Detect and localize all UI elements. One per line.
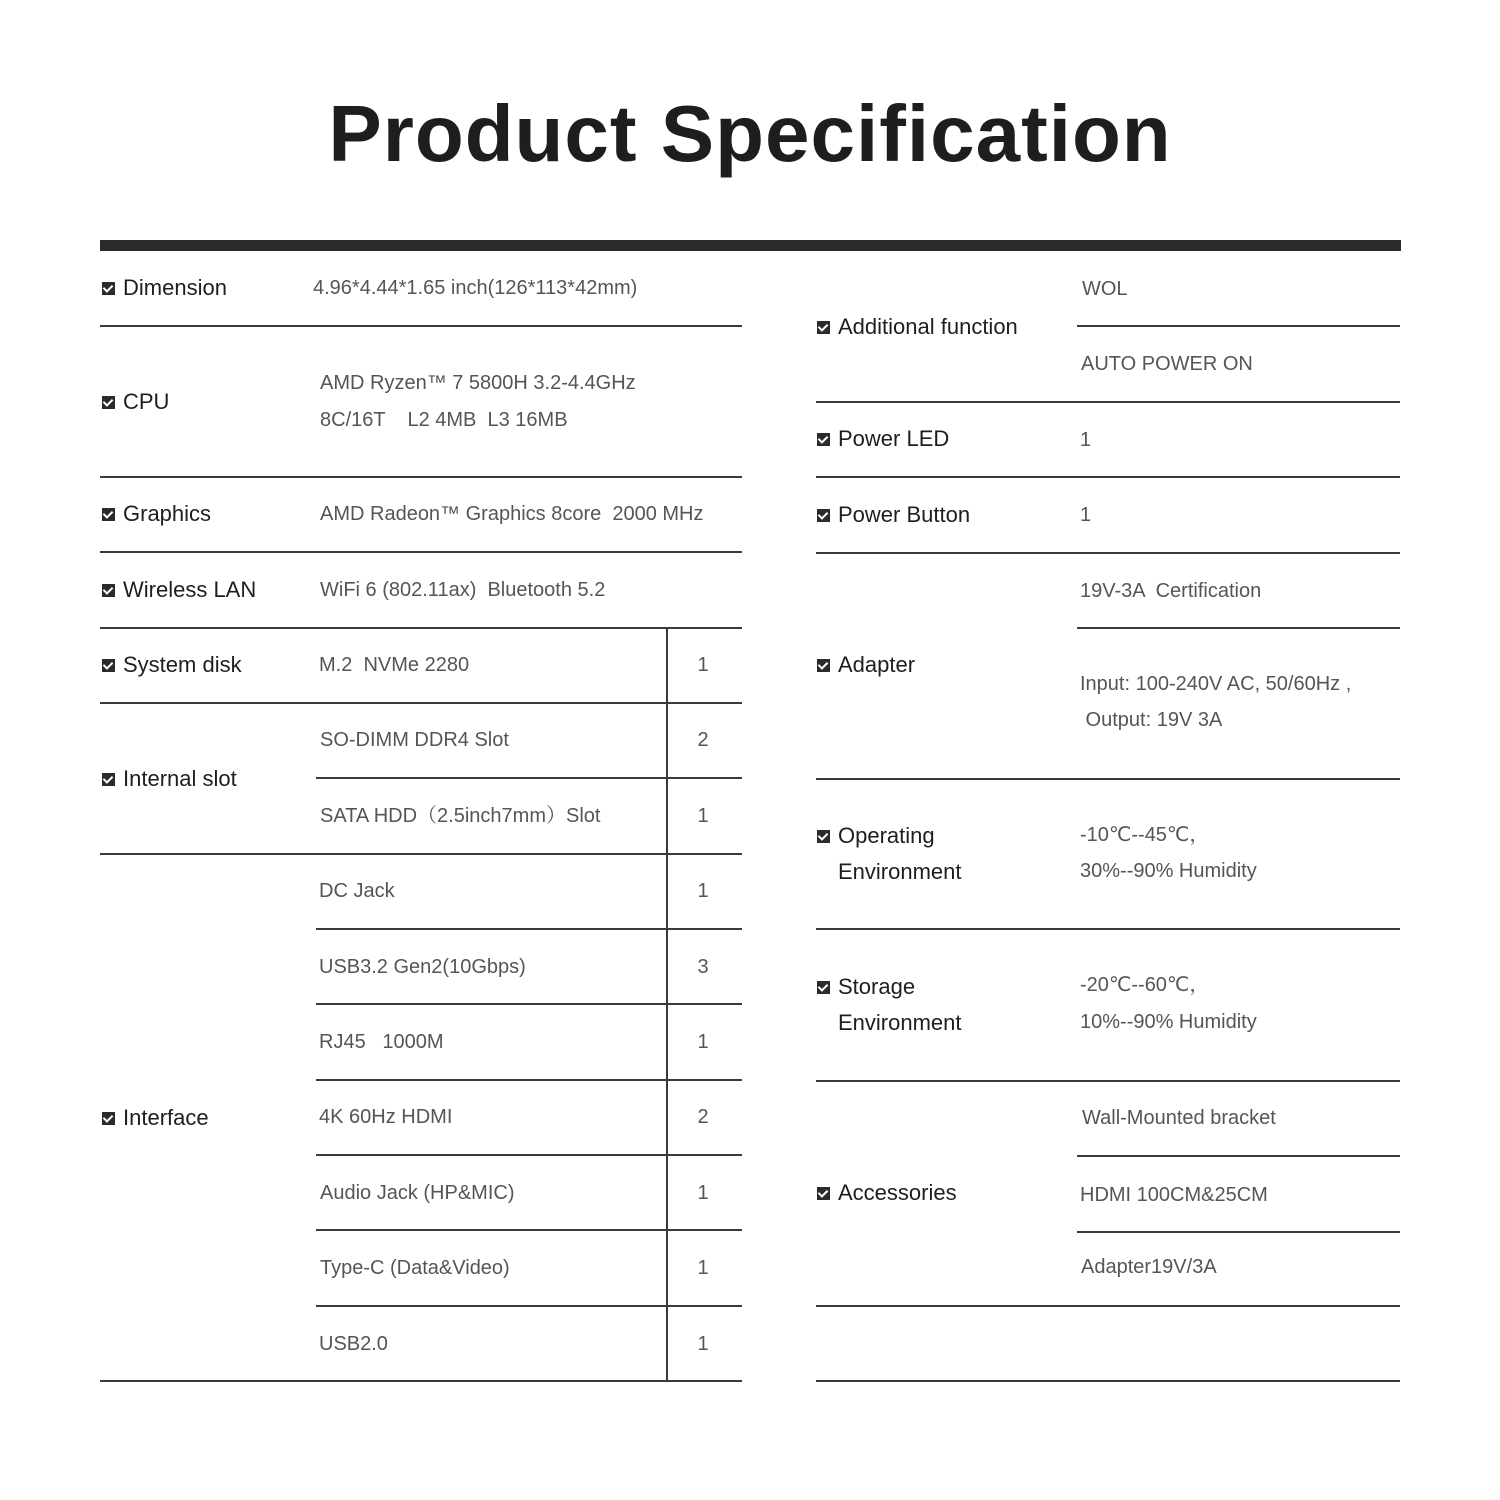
row-divider: [316, 1154, 742, 1156]
label-line: Storage: [838, 974, 916, 999]
row-divider: [1077, 1231, 1400, 1233]
label-dimension: Dimension: [102, 270, 227, 306]
label-power-led: Power LED: [817, 421, 949, 457]
row-divider: [100, 1380, 742, 1382]
checkbox-icon: [102, 773, 115, 786]
label-adapter: Adapter: [817, 647, 915, 683]
row-divider: [816, 778, 1400, 780]
value-interface-row: RJ45 1000M: [319, 1031, 444, 1053]
qty-interface-row: 1: [697, 880, 709, 902]
label-system-disk: System disk: [102, 647, 242, 683]
checkbox-icon: [817, 981, 830, 994]
checkbox-icon: [102, 1112, 115, 1125]
value-additional-function: AUTO POWER ON: [1081, 353, 1253, 375]
value-system-disk: M.2 NVMe 2280: [319, 654, 470, 676]
label-additional-function: Additional function: [817, 309, 1018, 345]
row-divider: [316, 1229, 742, 1231]
value-cpu-line2: 8C/16T L2 4MB L3 16MB: [320, 409, 568, 431]
row-divider: [100, 476, 742, 478]
value-interface-row: Audio Jack (HP&MIC): [320, 1182, 515, 1204]
checkbox-icon: [102, 396, 115, 409]
page-title: Product Specification: [328, 89, 1172, 178]
row-divider: [816, 1080, 1400, 1082]
row-divider: [816, 476, 1400, 478]
checkbox-icon: [817, 659, 830, 672]
checkbox-icon: [102, 508, 115, 521]
value-interface-row: 4K 60Hz HDMI: [319, 1106, 453, 1128]
label-line: Operating: [838, 823, 935, 848]
label-internal-slot: Internal slot: [102, 761, 237, 797]
row-divider: [1077, 627, 1400, 629]
row-divider: [100, 627, 742, 629]
value-accessory: Wall-Mounted bracket: [1082, 1107, 1276, 1129]
value-internal-slot-row: SO-DIMM DDR4 Slot: [320, 729, 509, 751]
qty-interface-row: 1: [697, 1031, 709, 1053]
checkbox-icon: [817, 433, 830, 446]
value-adapter-input: Input: 100-240V AC, 50/60Hz ,: [1080, 673, 1352, 695]
value-operating-humidity: 30%--90% Humidity: [1080, 860, 1257, 882]
label-line: Environment: [838, 1010, 962, 1035]
value-interface-row: USB3.2 Gen2(10Gbps): [319, 956, 526, 978]
value-interface-row: DC Jack: [319, 880, 395, 902]
value-accessory: Adapter19V/3A: [1081, 1256, 1217, 1278]
label-power-button: Power Button: [817, 497, 970, 533]
value-operating-temperature: -10℃--45℃，: [1080, 824, 1210, 846]
label-line: Environment: [838, 859, 962, 884]
row-divider: [816, 552, 1400, 554]
row-divider: [316, 1003, 742, 1005]
checkbox-icon: [817, 1187, 830, 1200]
row-divider: [316, 777, 742, 779]
qty-interface-row: 1: [697, 1257, 709, 1279]
value-power-button: 1: [1080, 504, 1092, 526]
label-operating-environment: [817, 818, 962, 890]
value-interface-row: USB2.0: [319, 1333, 388, 1355]
row-divider: [816, 1305, 1400, 1307]
qty-interface-row: 3: [697, 956, 709, 978]
row-divider: [816, 401, 1400, 403]
row-divider: [1077, 1155, 1400, 1157]
row-divider: [1077, 325, 1400, 327]
value-dimension: 4.96*4.44*1.65 inch(126*113*42mm): [313, 277, 638, 299]
qty-internal-slot-row: 2: [697, 729, 709, 751]
value-accessory: HDMI 100CM&25CM: [1080, 1184, 1268, 1206]
top-divider-bar: [100, 240, 1401, 251]
row-divider: [316, 1305, 742, 1307]
row-divider: [816, 928, 1400, 930]
qty-interface-row: 1: [697, 1333, 709, 1355]
value-storage-temperature: -20℃--60℃，: [1080, 974, 1210, 996]
value-adapter-certification: 19V-3A Certification: [1080, 580, 1262, 602]
row-divider: [100, 853, 742, 855]
checkbox-icon: [817, 321, 830, 334]
value-interface-row: Type-C (Data&Video): [320, 1257, 510, 1279]
qty-interface-row: 2: [697, 1106, 709, 1128]
checkbox-icon: [102, 584, 115, 597]
row-divider: [100, 551, 742, 553]
label-graphics: Graphics: [102, 496, 211, 532]
value-wireless-lan: WiFi 6 (802.11ax) Bluetooth 5.2: [320, 579, 606, 601]
qty-internal-slot-row: 1: [697, 805, 709, 827]
label-accessories: Accessories: [817, 1175, 957, 1211]
value-storage-humidity: 10%--90% Humidity: [1080, 1011, 1257, 1033]
checkbox-icon: [817, 509, 830, 522]
value-internal-slot-row: SATA HDD（2.5inch7mm）Slot: [320, 805, 601, 827]
qty-system-disk: 1: [697, 654, 709, 676]
value-graphics: AMD Radeon™ Graphics 8core 2000 MHz: [320, 503, 704, 525]
checkbox-icon: [817, 830, 830, 843]
value-adapter-output: Output: 19V 3A: [1080, 709, 1223, 731]
label-interface: Interface: [102, 1100, 209, 1136]
qty-interface-row: 1: [697, 1182, 709, 1204]
checkbox-icon: [102, 282, 115, 295]
value-additional-function: WOL: [1082, 278, 1128, 300]
row-divider: [316, 1079, 742, 1081]
value-power-led: 1: [1080, 429, 1092, 451]
label-cpu: CPU: [102, 384, 169, 420]
label-wireless-lan: Wireless LAN: [102, 572, 256, 608]
row-divider: [316, 928, 742, 930]
row-divider: [816, 1380, 1400, 1382]
checkbox-icon: [102, 659, 115, 672]
value-cpu-line1: AMD Ryzen™ 7 5800H 3.2-4.4GHz: [320, 372, 636, 394]
row-divider: [100, 325, 742, 327]
label-storage-environment: [817, 969, 962, 1041]
row-divider: [100, 702, 742, 704]
